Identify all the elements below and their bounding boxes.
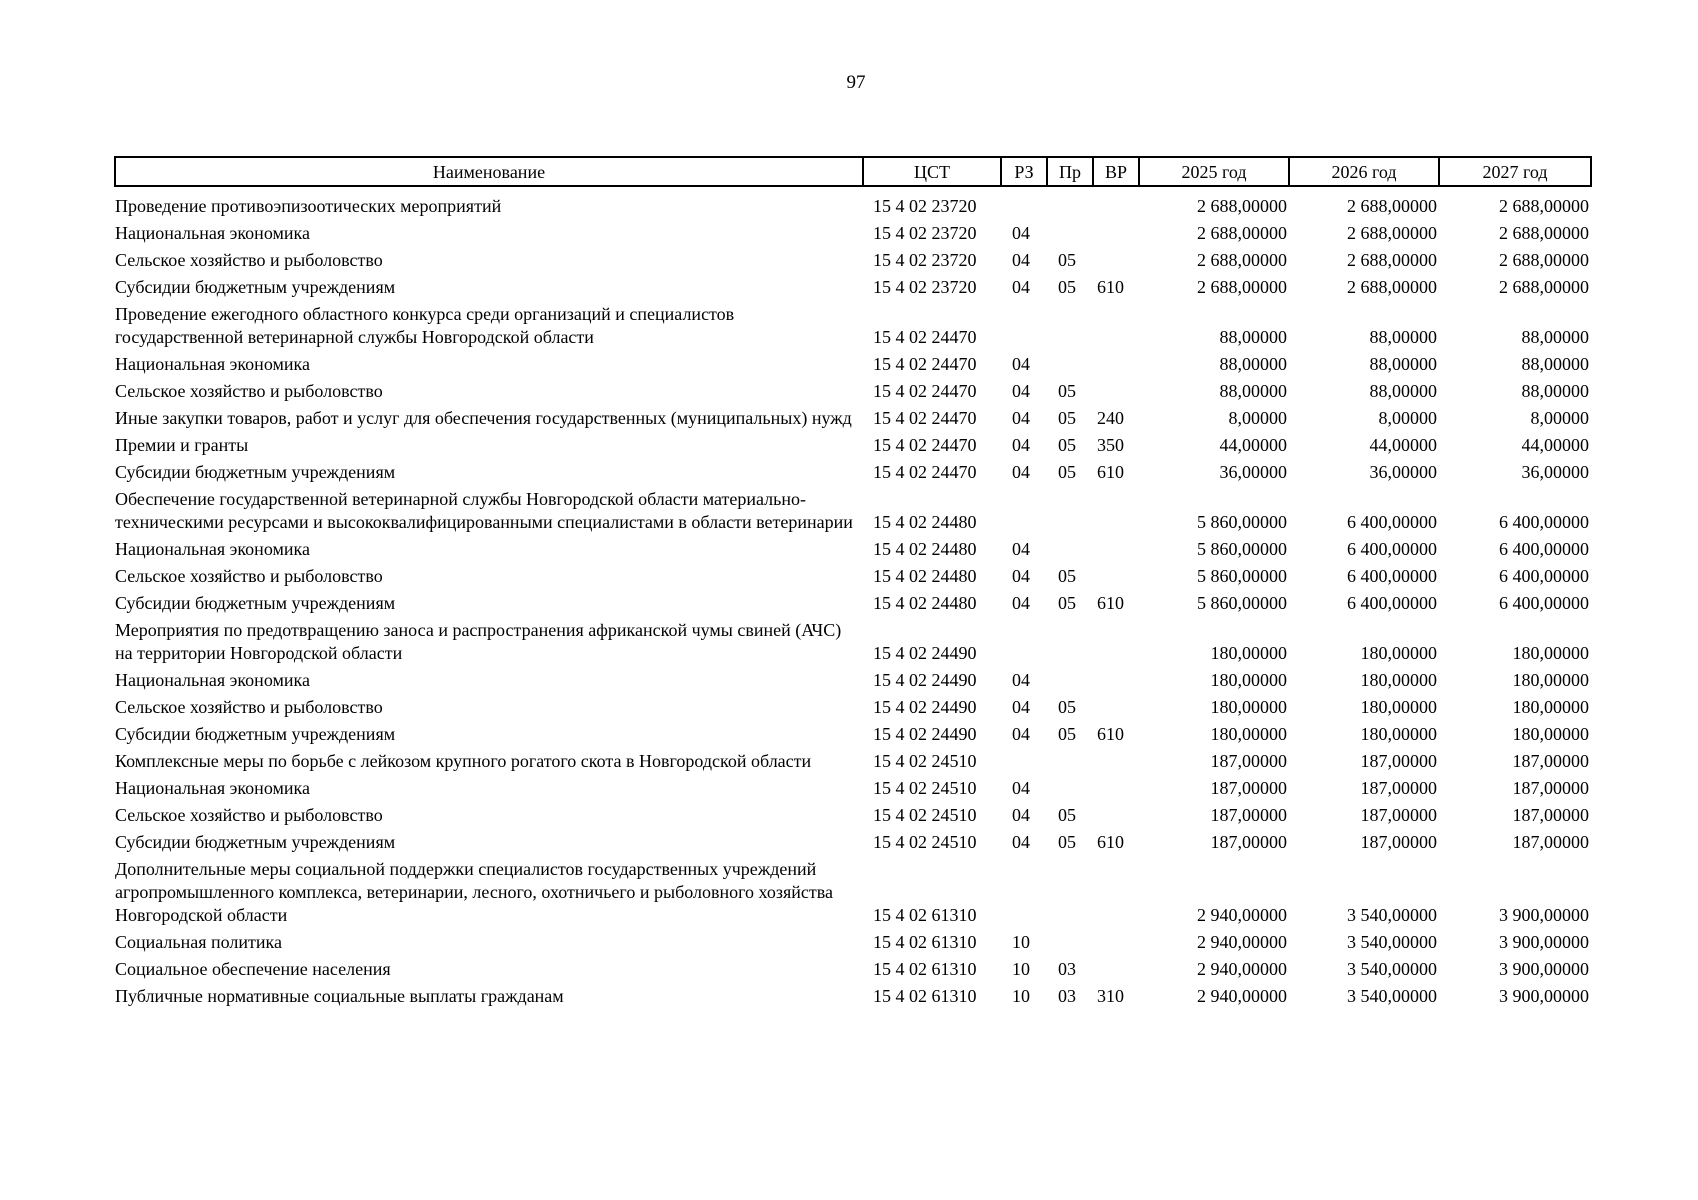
row-2025: 5 860,00000 (1197, 512, 1287, 532)
row-pr: 05 (1058, 697, 1076, 717)
table-row (115, 220, 1591, 247)
row-name: Субсидии бюджетным учреждениям (115, 277, 396, 297)
row-2026: 180,00000 (1360, 670, 1437, 690)
row-rz: 04 (1012, 250, 1030, 270)
row-pr: 03 (1058, 986, 1076, 1006)
row-cst: 15 4 02 61310 (873, 959, 977, 979)
row-cst: 15 4 02 24480 (873, 512, 977, 532)
row-pr: 05 (1058, 381, 1076, 401)
row-name: Премии и гранты (115, 435, 249, 455)
row-2026: 180,00000 (1360, 697, 1437, 717)
row-2025: 187,00000 (1210, 751, 1287, 771)
row-cst: 15 4 02 23720 (873, 277, 977, 297)
header-name: Наименование (115, 157, 863, 186)
row-2027: 8,00000 (1530, 408, 1589, 428)
row-name: Сельское хозяйство и рыболовство (115, 566, 383, 586)
row-2025: 2 688,00000 (1197, 277, 1287, 297)
row-2026: 2 688,00000 (1347, 196, 1437, 216)
row-vr: 350 (1097, 435, 1124, 455)
row-name: Дополнительные меры социальной поддержки специалистов государственных учреждений агропромышленного комплекса, ветеринарии, лесного, охотничьего и рыболовного хозяйства Новгородской области (115, 859, 833, 925)
row-name: Национальная экономика (115, 354, 310, 374)
row-name: Проведение ежегодного областного конкурса среди организаций и специалистов государственной ветеринарной службы Новгородской области (115, 304, 735, 347)
row-rz (1001, 301, 1047, 351)
row-rz: 04 (1012, 223, 1030, 243)
row-rz: 04 (1012, 832, 1030, 852)
budget-table (114, 156, 1592, 1010)
row-rz (1001, 856, 1047, 929)
row-cst: 15 4 02 24510 (873, 805, 977, 825)
row-vr (1093, 775, 1139, 802)
row-2025: 2 688,00000 (1197, 250, 1287, 270)
row-vr: 610 (1097, 832, 1124, 852)
row-rz: 10 (1012, 986, 1030, 1006)
table-row (115, 983, 1591, 1010)
row-2026: 6 400,00000 (1347, 512, 1437, 532)
table-row (115, 301, 1591, 351)
row-2027: 180,00000 (1512, 697, 1589, 717)
table-row (115, 956, 1591, 983)
row-vr (1093, 378, 1139, 405)
row-vr (1093, 802, 1139, 829)
row-rz: 10 (1012, 932, 1030, 952)
row-2027: 187,00000 (1512, 778, 1589, 798)
row-cst: 15 4 02 24480 (873, 539, 977, 559)
row-cst: 15 4 02 24480 (873, 593, 977, 613)
row-vr (1093, 536, 1139, 563)
row-pr: 05 (1058, 462, 1076, 482)
row-2025: 187,00000 (1210, 832, 1287, 852)
row-vr: 610 (1097, 593, 1124, 613)
row-2026: 3 540,00000 (1347, 986, 1437, 1006)
row-name: Сельское хозяйство и рыболовство (115, 805, 383, 825)
row-vr (1093, 929, 1139, 956)
row-vr (1093, 856, 1139, 929)
row-vr (1093, 247, 1139, 274)
row-pr: 05 (1058, 724, 1076, 744)
table-row (115, 856, 1591, 929)
row-name: Сельское хозяйство и рыболовство (115, 381, 383, 401)
table-row (115, 563, 1591, 590)
row-name: Публичные нормативные социальные выплаты гражданам (115, 986, 564, 1006)
row-2025: 5 860,00000 (1197, 566, 1287, 586)
row-2027: 3 900,00000 (1499, 959, 1589, 979)
row-cst: 15 4 02 23720 (873, 196, 977, 216)
row-2027: 187,00000 (1512, 832, 1589, 852)
table-row (115, 274, 1591, 301)
table-row (115, 459, 1591, 486)
row-vr (1093, 220, 1139, 247)
row-rz: 04 (1012, 670, 1030, 690)
table-row (115, 929, 1591, 956)
header-2025: 2025 год (1139, 157, 1289, 186)
row-rz: 04 (1012, 724, 1030, 744)
row-cst: 15 4 02 24470 (873, 408, 977, 428)
row-pr (1047, 351, 1093, 378)
row-2027: 44,00000 (1521, 435, 1589, 455)
row-cst: 15 4 02 61310 (873, 986, 977, 1006)
row-name: Субсидии бюджетным учреждениям (115, 593, 396, 613)
row-2026: 88,00000 (1369, 354, 1437, 374)
row-2026: 187,00000 (1360, 832, 1437, 852)
row-2026: 44,00000 (1369, 435, 1437, 455)
row-2027: 2 688,00000 (1499, 196, 1589, 216)
row-2025: 36,00000 (1219, 462, 1287, 482)
row-2026: 88,00000 (1369, 381, 1437, 401)
row-pr: 05 (1058, 805, 1076, 825)
row-rz: 04 (1012, 277, 1030, 297)
row-cst: 15 4 02 61310 (873, 932, 977, 952)
table-row (115, 829, 1591, 856)
row-cst: 15 4 02 24470 (873, 462, 977, 482)
table-row (115, 667, 1591, 694)
row-rz: 04 (1012, 539, 1030, 559)
row-vr (1093, 694, 1139, 721)
row-cst: 15 4 02 24470 (873, 354, 977, 374)
row-2027: 3 900,00000 (1499, 932, 1589, 952)
row-cst: 15 4 02 23720 (873, 223, 977, 243)
row-2027: 180,00000 (1512, 724, 1589, 744)
row-2027: 2 688,00000 (1499, 250, 1589, 270)
row-cst: 15 4 02 24490 (873, 697, 977, 717)
row-cst: 15 4 02 24470 (873, 381, 977, 401)
row-name: Обеспечение государственной ветеринарной службы Новгородской области материально-техническими ресурсами и высококвалифицированными специалистами в области ветеринарии (115, 489, 853, 532)
row-2025: 2 940,00000 (1197, 986, 1287, 1006)
row-2026: 6 400,00000 (1347, 566, 1437, 586)
row-rz: 04 (1012, 778, 1030, 798)
row-2027: 2 688,00000 (1499, 277, 1589, 297)
row-rz (1001, 617, 1047, 667)
row-pr: 03 (1058, 959, 1076, 979)
row-name: Национальная экономика (115, 223, 310, 243)
row-pr: 05 (1058, 277, 1076, 297)
table-row (115, 775, 1591, 802)
row-2025: 44,00000 (1219, 435, 1287, 455)
table-row (115, 694, 1591, 721)
row-name: Социальная политика (115, 932, 282, 952)
row-2025: 180,00000 (1210, 670, 1287, 690)
row-cst: 15 4 02 24510 (873, 751, 977, 771)
table-row (115, 536, 1591, 563)
row-pr (1047, 486, 1093, 536)
row-name: Иные закупки товаров, работ и услуг для обеспечения государственных (муниципальных) нужд (115, 408, 852, 428)
table-body (115, 186, 1591, 1010)
row-name: Сельское хозяйство и рыболовство (115, 697, 383, 717)
row-pr (1047, 929, 1093, 956)
row-pr (1047, 536, 1093, 563)
row-name: Субсидии бюджетным учреждениям (115, 724, 396, 744)
row-vr: 240 (1097, 408, 1124, 428)
row-vr (1093, 748, 1139, 775)
row-2027: 187,00000 (1512, 751, 1589, 771)
row-pr: 05 (1058, 593, 1076, 613)
table-row (115, 802, 1591, 829)
table-row (115, 721, 1591, 748)
row-name: Проведение противоэпизоотических мероприятий (115, 196, 502, 216)
row-pr (1047, 186, 1093, 220)
row-2026: 3 540,00000 (1347, 905, 1437, 925)
row-2027: 6 400,00000 (1499, 539, 1589, 559)
row-rz: 04 (1012, 354, 1030, 374)
row-vr (1093, 486, 1139, 536)
row-2026: 180,00000 (1360, 643, 1437, 663)
row-2025: 88,00000 (1219, 354, 1287, 374)
row-2026: 2 688,00000 (1347, 223, 1437, 243)
row-2025: 180,00000 (1210, 697, 1287, 717)
row-name: Субсидии бюджетным учреждениям (115, 832, 396, 852)
header-rz: РЗ (1001, 157, 1047, 186)
row-name: Субсидии бюджетным учреждениям (115, 462, 396, 482)
row-pr: 05 (1058, 832, 1076, 852)
row-2025: 88,00000 (1219, 381, 1287, 401)
row-name: Сельское хозяйство и рыболовство (115, 250, 383, 270)
row-cst: 15 4 02 24490 (873, 670, 977, 690)
row-2027: 180,00000 (1512, 670, 1589, 690)
table-row (115, 186, 1591, 220)
row-vr (1093, 617, 1139, 667)
row-rz: 04 (1012, 435, 1030, 455)
row-2025: 180,00000 (1210, 643, 1287, 663)
row-rz: 04 (1012, 408, 1030, 428)
row-2026: 187,00000 (1360, 805, 1437, 825)
row-2027: 88,00000 (1521, 327, 1589, 347)
row-2027: 3 900,00000 (1499, 905, 1589, 925)
row-name: Национальная экономика (115, 539, 310, 559)
row-2026: 88,00000 (1369, 327, 1437, 347)
table-row (115, 432, 1591, 459)
row-cst: 15 4 02 23720 (873, 250, 977, 270)
row-2026: 3 540,00000 (1347, 959, 1437, 979)
row-rz: 04 (1012, 462, 1030, 482)
row-name: Национальная экономика (115, 778, 310, 798)
table-header-row (115, 157, 1591, 186)
row-2027: 6 400,00000 (1499, 566, 1589, 586)
row-pr (1047, 748, 1093, 775)
row-2025: 5 860,00000 (1197, 539, 1287, 559)
row-2025: 2 688,00000 (1197, 196, 1287, 216)
row-2025: 187,00000 (1210, 778, 1287, 798)
row-2026: 3 540,00000 (1347, 932, 1437, 952)
row-vr (1093, 667, 1139, 694)
row-2025: 2 940,00000 (1197, 959, 1287, 979)
table-row (115, 617, 1591, 667)
header-2027: 2027 год (1439, 157, 1591, 186)
row-cst: 15 4 02 61310 (873, 905, 977, 925)
row-cst: 15 4 02 24470 (873, 327, 977, 347)
page-number: 97 (846, 72, 866, 93)
row-cst: 15 4 02 24490 (873, 724, 977, 744)
table-row (115, 405, 1591, 432)
table-row (115, 486, 1591, 536)
row-2027: 2 688,00000 (1499, 223, 1589, 243)
row-2025: 88,00000 (1219, 327, 1287, 347)
row-rz: 10 (1012, 959, 1030, 979)
row-2026: 180,00000 (1360, 724, 1437, 744)
row-2026: 6 400,00000 (1347, 539, 1437, 559)
row-2026: 6 400,00000 (1347, 593, 1437, 613)
row-pr (1047, 775, 1093, 802)
row-vr: 310 (1097, 986, 1124, 1006)
row-rz (1001, 486, 1047, 536)
row-2026: 187,00000 (1360, 751, 1437, 771)
row-2027: 6 400,00000 (1499, 512, 1589, 532)
row-2025: 187,00000 (1210, 805, 1287, 825)
row-cst: 15 4 02 24480 (873, 566, 977, 586)
row-vr: 610 (1097, 277, 1124, 297)
row-cst: 15 4 02 24510 (873, 832, 977, 852)
row-rz (1001, 186, 1047, 220)
table-row (115, 590, 1591, 617)
row-vr (1093, 563, 1139, 590)
row-2025: 2 688,00000 (1197, 223, 1287, 243)
row-cst: 15 4 02 24510 (873, 778, 977, 798)
row-2026: 2 688,00000 (1347, 277, 1437, 297)
row-2026: 187,00000 (1360, 778, 1437, 798)
row-pr: 05 (1058, 250, 1076, 270)
row-vr (1093, 186, 1139, 220)
row-2025: 180,00000 (1210, 724, 1287, 744)
row-name: Мероприятия по предотвращению заноса и распространения африканской чумы свиней (АЧС) на территории Новгородской области (115, 620, 842, 663)
header-cst: ЦСТ (863, 157, 1001, 186)
row-rz: 04 (1012, 697, 1030, 717)
table-row (115, 351, 1591, 378)
row-cst: 15 4 02 24490 (873, 643, 977, 663)
row-2025: 2 940,00000 (1197, 932, 1287, 952)
row-2027: 88,00000 (1521, 354, 1589, 374)
table-row (115, 378, 1591, 405)
row-cst: 15 4 02 24470 (873, 435, 977, 455)
row-vr (1093, 351, 1139, 378)
row-name: Социальное обеспечение населения (115, 959, 391, 979)
row-pr (1047, 667, 1093, 694)
row-2027: 36,00000 (1521, 462, 1589, 482)
row-2027: 187,00000 (1512, 805, 1589, 825)
table-row (115, 247, 1591, 274)
row-pr (1047, 301, 1093, 351)
row-vr (1093, 301, 1139, 351)
row-2027: 3 900,00000 (1499, 986, 1589, 1006)
row-rz: 04 (1012, 566, 1030, 586)
row-pr (1047, 617, 1093, 667)
header-2026: 2026 год (1289, 157, 1439, 186)
row-2026: 2 688,00000 (1347, 250, 1437, 270)
row-pr: 05 (1058, 566, 1076, 586)
row-2027: 180,00000 (1512, 643, 1589, 663)
row-name: Комплексные меры по борьбе с лейкозом крупного рогатого скота в Новгородской области (115, 751, 812, 771)
row-2026: 36,00000 (1369, 462, 1437, 482)
row-pr: 05 (1058, 435, 1076, 455)
row-vr (1093, 956, 1139, 983)
row-rz (1001, 748, 1047, 775)
header-pr: Пр (1047, 157, 1093, 186)
header-vr: ВР (1093, 157, 1139, 186)
row-rz: 04 (1012, 381, 1030, 401)
table-row (115, 748, 1591, 775)
row-pr (1047, 856, 1093, 929)
row-rz: 04 (1012, 805, 1030, 825)
row-2025: 5 860,00000 (1197, 593, 1287, 613)
row-vr: 610 (1097, 724, 1124, 744)
row-2025: 8,00000 (1228, 408, 1287, 428)
row-2027: 88,00000 (1521, 381, 1589, 401)
row-2025: 2 940,00000 (1197, 905, 1287, 925)
row-pr: 05 (1058, 408, 1076, 428)
row-2026: 8,00000 (1378, 408, 1437, 428)
row-rz: 04 (1012, 593, 1030, 613)
row-name: Национальная экономика (115, 670, 310, 690)
row-2027: 6 400,00000 (1499, 593, 1589, 613)
row-pr (1047, 220, 1093, 247)
row-vr: 610 (1097, 462, 1124, 482)
